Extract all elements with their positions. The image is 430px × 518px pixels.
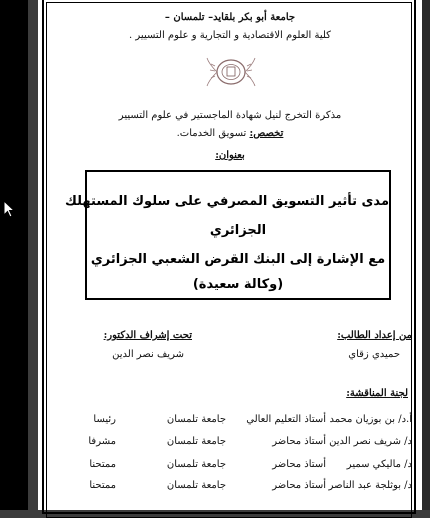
document-page <box>38 0 422 510</box>
title-line-2: الجزائري <box>209 223 267 238</box>
committee-member-university: جامعة تلمسان <box>166 436 226 447</box>
degree-statement: مذكرة التخرج لنيل شهادة الماجستير في علوم التسيير <box>118 110 342 121</box>
title-label-line <box>38 150 422 161</box>
specialty-line <box>38 128 422 139</box>
committee-member-university: جامعة تلمسان <box>166 414 226 425</box>
committee-member-role: مشرفا <box>88 436 116 447</box>
committee-label: لجنة المناقشة: <box>346 388 408 399</box>
committee-member-name: أ.د/ بن بوزيان محمد <box>329 414 412 425</box>
viewer-right-edge <box>422 0 430 510</box>
title-line-4: (وكالة سعيدة) <box>192 277 284 292</box>
thesis-title-box <box>65 170 391 300</box>
committee-member-university: جامعة تلمسان <box>166 480 226 491</box>
viewer-left-margin <box>0 0 28 510</box>
student-name: حميدي زقاي <box>348 349 400 360</box>
student-label: من إعداد الطالب: <box>337 330 412 341</box>
specialty-label: تخصص: <box>249 128 284 139</box>
title-line-3: مع الإشارة إلى البنك القرض الشعبي الجزائري <box>90 252 386 267</box>
committee-member-rank: أستاذ محاضر <box>272 459 326 470</box>
title-line-1: مدى تأثير التسويق المصرفي على سلوك المستهلك <box>65 194 389 209</box>
committee-member-rank: أستاذ التعليم العالي <box>246 414 326 425</box>
committee-member-name: د/ شريف نصر الدين <box>329 436 412 447</box>
university-emblem-icon <box>205 54 257 90</box>
committee-member-name: د/ ماليكي سمير <box>346 459 412 470</box>
specialty-value: تسويق الخدمات. <box>176 128 250 139</box>
committee-member-role: ممتحنا <box>89 480 116 491</box>
committee-member-name: د/ بوثلجة عبد الناصر <box>328 480 412 491</box>
faculty-name: كلية العلوم الاقتصادية و التجارية و علوم التسيير . <box>129 30 331 41</box>
committee-member-university: جامعة تلمسان <box>166 459 226 470</box>
supervisor-label: تحت إشراف الدكتور: <box>103 330 192 341</box>
title-label: بعنوان: <box>215 150 245 161</box>
committee-member-rank: أستاذ محاضر <box>272 436 326 447</box>
committee-member-role: ممتحنا <box>89 459 116 470</box>
supervisor-name: شريف نصر الدين <box>112 349 184 360</box>
mouse-pointer-icon <box>3 200 15 218</box>
committee-member-rank: أستاذ محاضر <box>272 480 326 491</box>
committee-member-role: رئيسا <box>93 414 116 425</box>
university-name: جامعة أبو بكر بلقايد– تلمسان – <box>164 12 296 23</box>
